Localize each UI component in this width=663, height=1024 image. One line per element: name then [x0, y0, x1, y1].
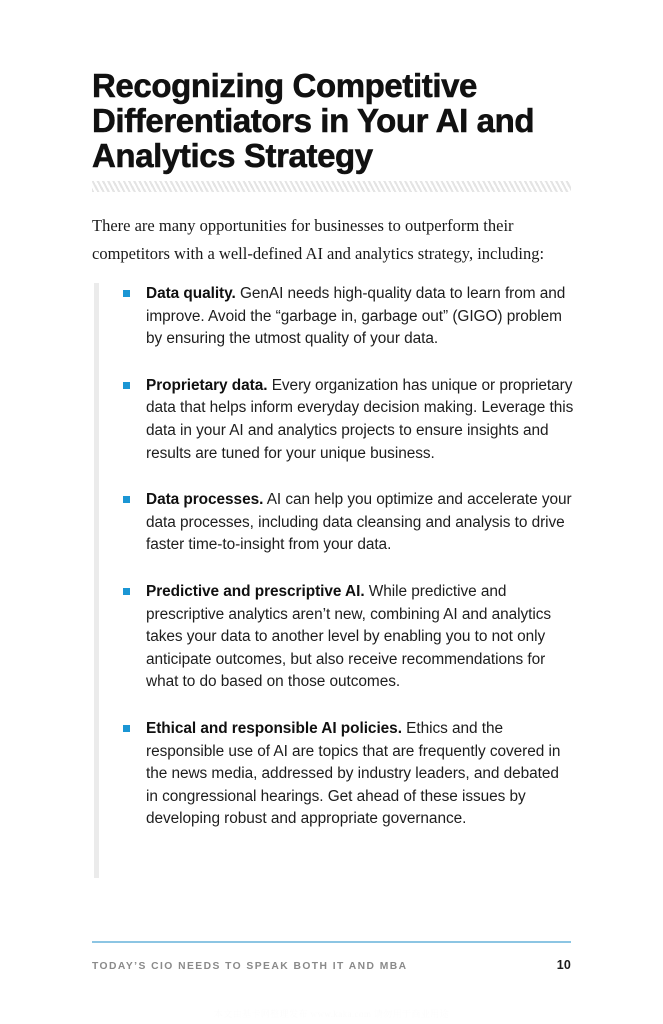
list-item-lead: Proprietary data. [146, 376, 268, 394]
list-item-body: While predictive and prescriptive analytics aren’t new, combining AI and analytics takes your data to another level by enabling you to not only anticipate outcomes, but also receive recommendations for what to do based on those outcomes. [146, 582, 552, 691]
differentiators-list [94, 283, 574, 831]
page-number: 10 [556, 958, 571, 972]
footer-rule [92, 941, 571, 943]
list-item-lead: Predictive and prescriptive AI. [146, 582, 365, 600]
list-item [94, 375, 574, 465]
list-item [94, 581, 574, 694]
intro-paragraph: There are many opportunities for businesses to outperform their competitors with a well-defined AI and analytics strategy, including: [92, 216, 545, 263]
list-item [94, 718, 574, 831]
bullet-square-icon [123, 588, 130, 595]
list-item-lead: Data processes. [146, 491, 264, 509]
hatch-divider [92, 181, 571, 192]
bullet-square-icon [123, 725, 130, 732]
list-item-lead: Ethical and responsible AI policies. [146, 719, 402, 737]
page-watermark: 本文由基卡网整理发布 www.kaka.com 请勿用于商业用途 [213, 1009, 450, 1019]
bullet-square-icon [123, 382, 130, 389]
bullet-square-icon [123, 290, 130, 297]
page-footer [92, 958, 571, 972]
list-item-body: GenAI needs high-quality data to learn from and improve. Avoid the “garbage in, garbage out” (GIGO) problem by ensuring the utmost quality of your data. [146, 285, 566, 348]
bullet-square-icon [123, 496, 130, 503]
differentiators-list-wrap [94, 283, 574, 831]
list-item-body: AI can help you optimize and accelerate your data processes, including data cleansing and analysis to drive faster time-to-insight from your data. [146, 491, 572, 554]
list-item [94, 283, 574, 351]
list-item-body: Every organization has unique or proprietary data that helps inform everyday decision making. Leverage this data in your AI and analytics projects to ensure insights and results are tuned for your unique business. [146, 376, 574, 462]
list-item-body: Ethics and the responsible use of AI are topics that are frequently covered in the news media, addressed by industry leaders, and debated in congressional hearings. Get ahead of these issues by developing robust and appropriate governance. [146, 719, 561, 828]
list-item-lead: Data quality. [146, 285, 236, 302]
title-block [92, 68, 572, 173]
footer-running-title: TODAY’S CIO NEEDS TO SPEAK BOTH IT AND MBA [92, 961, 408, 972]
page-title: Recognizing Competitive Differentiators in Your AI and Analytics Strategy [92, 67, 535, 174]
list-item [94, 489, 574, 557]
